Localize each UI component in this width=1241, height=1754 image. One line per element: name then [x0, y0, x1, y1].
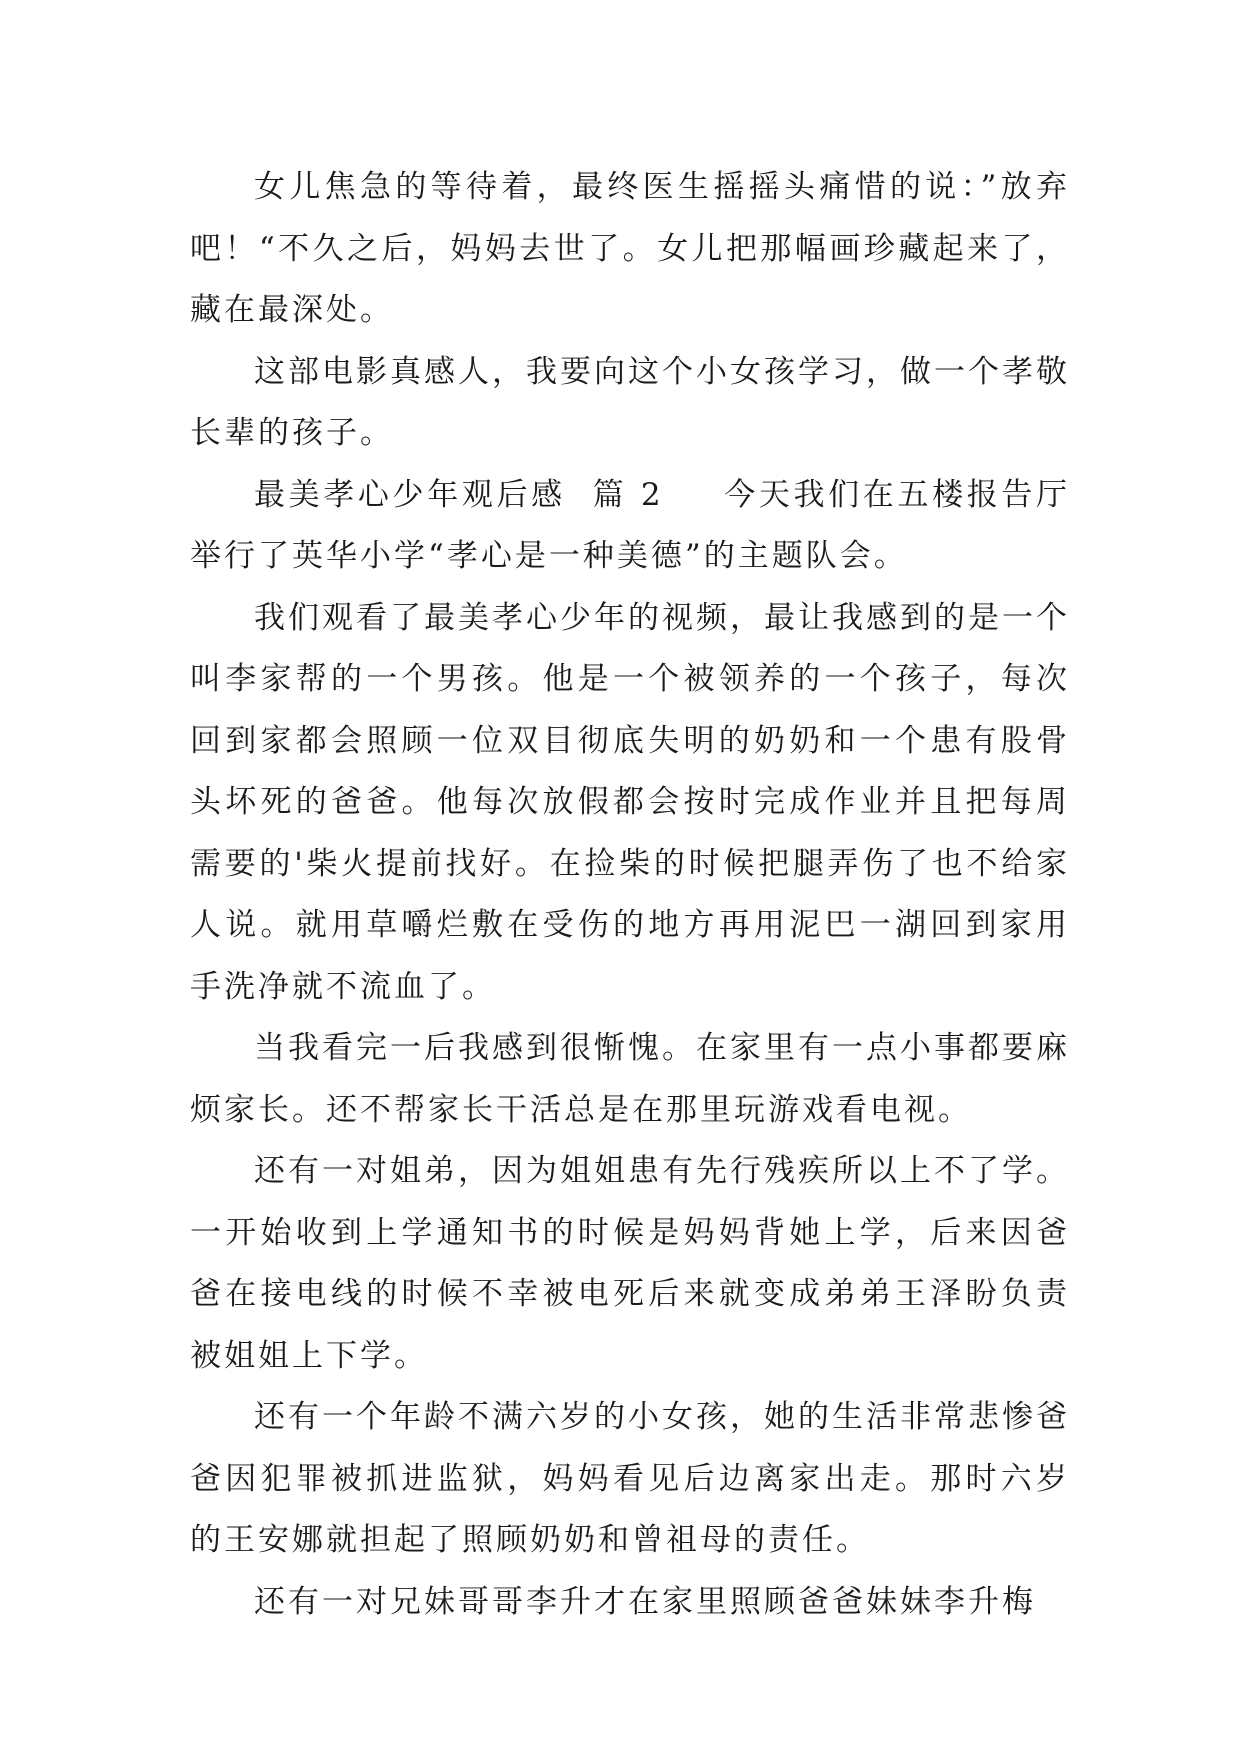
document-body	[190, 157, 1070, 1633]
paragraph-7: 还有一个年龄不满六岁的小女孩，她的生活非常悲惨爸爸因犯罪被抓进监狱，妈妈看见后边离家出走。那时六岁的王安娜就担起了照顾奶奶和曾祖母的责任。	[190, 1399, 1070, 1558]
paragraph-1: 女儿焦急的等待着，最终医生摇摇头痛惜的说：”放弃吧！“不久之后，妈妈去世了。女儿把那幅画珍藏起来了，藏在最深处。	[190, 169, 1070, 328]
section-first-text: 今天我们在五楼报告厅举行了英华小学“孝心是一种美德”的主题队会。	[190, 476, 1071, 574]
paragraph-4: 我们观看了最美孝心少年的视频，最让我感到的是一个叫李家帮的一个男孩。他是一个被领养的一个孩子，每次回到家都会照顾一位双目彻底失明的奶奶和一个患有股骨头坏死的爸爸。他每次放假都会按时完成作业并且把每周需要的'柴火提前找好。在捡柴的时候把腿弄伤了也不给家人说。就用草嚼烂敷在受伤的地方再用泥巴一湖回到家用手洗净就不流血了。	[190, 599, 1070, 1005]
paragraph-2: 这部电影真感人，我要向这个小女孩学习，做一个孝敬长辈的孩子。	[190, 353, 1070, 451]
section-paragraph	[190, 465, 1070, 588]
paragraph-8: 还有一对兄妹哥哥李升才在家里照顾爸爸妹妹李升梅	[254, 1583, 1036, 1620]
paragraph-5: 当我看完一后我感到很惭愧。在家里有一点小事都要麻烦家长。还不帮家长干活总是在那里玩游戏看电视。	[190, 1030, 1070, 1128]
section-heading: 最美孝心少年观后感 篇 2	[254, 476, 664, 513]
paragraph-6: 还有一对姐弟，因为姐姐患有先行残疾所以上不了学。一开始收到上学通知书的时候是妈妈背她上学，后来因爸爸在接电线的时候不幸被电死后来就变成弟弟王泽盼负责被姐姐上下学。	[190, 1153, 1070, 1374]
